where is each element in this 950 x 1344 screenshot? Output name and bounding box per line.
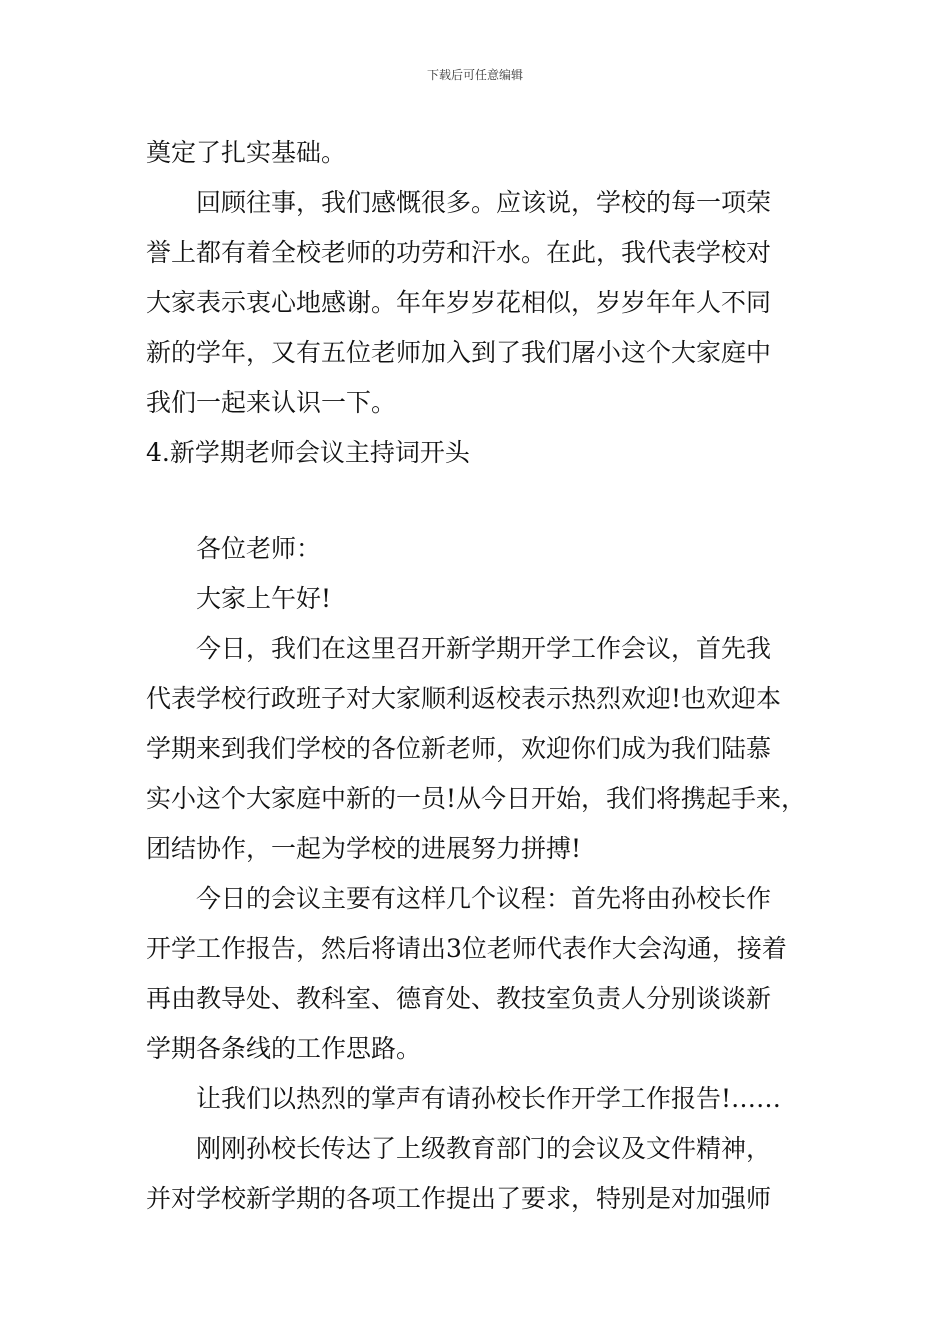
text-line: 学期各条线的工作思路。 xyxy=(146,1034,422,1063)
text-line: 我们一起来认识一下。 xyxy=(146,388,397,417)
page-header: 下载后可任意编辑 xyxy=(426,68,523,82)
text-line: 誉上都有着全校老师的功劳和汗水。在此，我代表学校对 xyxy=(146,238,772,267)
text-line: 新的学年，又有五位老师加入到了我们屠小这个大家庭中 xyxy=(146,338,772,367)
text-line: 团结协作，一起为学校的进展努力拼搏! xyxy=(146,834,582,863)
section-heading: 4.新学期老师会议主持词开头 xyxy=(146,438,470,467)
salutation: 各位老师： xyxy=(196,534,322,563)
text-line: 开学工作报告，然后将请出3位老师代表作大会沟通，接着 xyxy=(146,934,787,963)
text-line: 奠定了扎实基础。 xyxy=(146,138,347,167)
text-line: 今日，我们在这里召开新学期开学工作会议，首先我 xyxy=(196,634,772,663)
text-line: 代表学校行政班子对大家顺利返校表示热烈欢迎!也欢迎本 xyxy=(146,684,782,713)
text-line: 刚刚孙校长传达了上级教育部门的会议及文件精神， xyxy=(196,1134,772,1163)
text-line: 回顾往事，我们感慨很多。应该说，学校的每一项荣 xyxy=(196,188,772,217)
text-line: 再由教导处、教科室、德育处、教技室负责人分别谈谈新 xyxy=(146,984,772,1013)
text-line: 今日的会议主要有这样几个议程：首先将由孙校长作 xyxy=(196,884,772,913)
text-line: 大家表示衷心地感谢。年年岁岁花相似，岁岁年年人不同 xyxy=(146,288,772,317)
blank-line xyxy=(146,478,814,524)
text-line: 实小这个大家庭中新的一员!从今日开始，我们将携起手来， xyxy=(146,784,807,813)
text-line: 让我们以热烈的掌声有请孙校长作开学工作报告!…… xyxy=(196,1084,782,1113)
greeting: 大家上午好! xyxy=(196,584,332,613)
text-line: 学期来到我们学校的各位新老师，欢迎你们成为我们陆慕 xyxy=(146,734,772,763)
document-body xyxy=(146,128,814,1224)
text-line: 并对学校新学期的各项工作提出了要求，特别是对加强师 xyxy=(146,1184,772,1213)
